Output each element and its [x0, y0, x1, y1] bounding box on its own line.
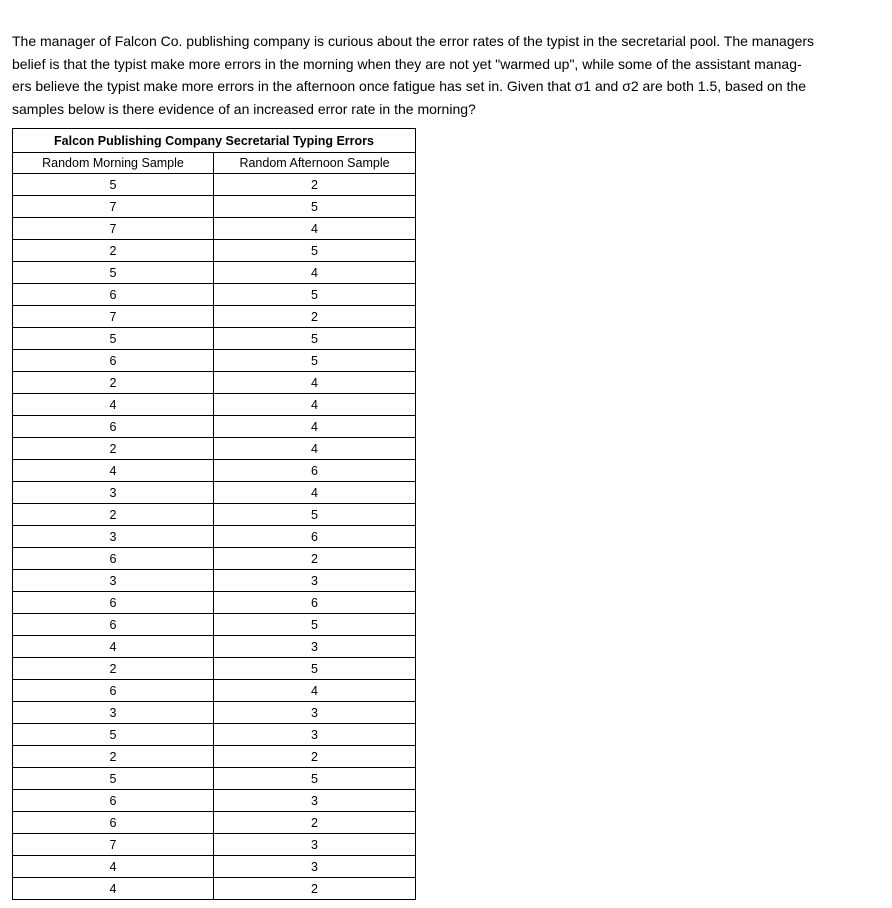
morning-errors-cell: 2	[13, 240, 214, 262]
afternoon-errors-cell: 6	[214, 592, 416, 614]
morning-errors-cell: 4	[13, 636, 214, 658]
afternoon-errors-cell: 5	[214, 504, 416, 526]
morning-errors-cell: 6	[13, 790, 214, 812]
afternoon-errors-cell: 6	[214, 460, 416, 482]
typing-errors-table	[12, 128, 416, 900]
table-row	[13, 658, 416, 680]
problem-line: belief is that the typist make more errors in the morning when they are not yet "warmed up", while some of the assistant manag-	[12, 55, 802, 72]
afternoon-errors-cell: 6	[214, 526, 416, 548]
table-row	[13, 570, 416, 592]
problem-line: The manager of Falcon Co. publishing company is curious about the error rates of the typist in the secretarial pool. The managers	[12, 33, 815, 49]
table-title-row	[13, 129, 416, 153]
morning-errors-cell: 6	[13, 592, 214, 614]
morning-errors-cell: 7	[13, 306, 214, 328]
table-row	[13, 768, 416, 790]
table-row	[13, 284, 416, 306]
table-row	[13, 504, 416, 526]
afternoon-errors-cell: 5	[214, 240, 416, 262]
morning-errors-cell: 2	[13, 504, 214, 526]
table-row	[13, 394, 416, 416]
table-row	[13, 724, 416, 746]
afternoon-errors-cell: 5	[214, 350, 416, 372]
afternoon-errors-cell: 5	[214, 614, 416, 636]
table-row	[13, 372, 416, 394]
header-afternoon-sample: Random Afternoon Sample	[214, 153, 416, 174]
afternoon-errors-cell: 3	[214, 856, 416, 878]
table-header-row	[13, 153, 416, 174]
morning-errors-cell: 2	[13, 372, 214, 394]
afternoon-errors-cell: 2	[214, 548, 416, 570]
afternoon-errors-cell: 2	[214, 812, 416, 834]
afternoon-errors-cell: 3	[214, 636, 416, 658]
table-row	[13, 306, 416, 328]
table-row	[13, 196, 416, 218]
table-row	[13, 548, 416, 570]
table-row	[13, 262, 416, 284]
table-row	[13, 460, 416, 482]
morning-errors-cell: 3	[13, 482, 214, 504]
header-morning-sample: Random Morning Sample	[13, 153, 214, 174]
table-row	[13, 438, 416, 460]
table-title: Falcon Publishing Company Secretarial Typing Errors	[13, 129, 416, 153]
afternoon-errors-cell: 4	[214, 482, 416, 504]
afternoon-errors-cell: 3	[214, 834, 416, 856]
morning-errors-cell: 5	[13, 174, 214, 196]
morning-errors-cell: 4	[13, 394, 214, 416]
table-row	[13, 240, 416, 262]
morning-errors-cell: 7	[13, 196, 214, 218]
table-row	[13, 834, 416, 856]
table-row	[13, 218, 416, 240]
morning-errors-cell: 6	[13, 416, 214, 438]
table-body	[13, 174, 416, 900]
afternoon-errors-cell: 2	[214, 174, 416, 196]
morning-errors-cell: 6	[13, 350, 214, 372]
afternoon-errors-cell: 2	[214, 878, 416, 900]
problem-statement	[12, 30, 878, 120]
morning-errors-cell: 6	[13, 284, 214, 306]
afternoon-errors-cell: 3	[214, 724, 416, 746]
table-row	[13, 746, 416, 768]
table-row	[13, 526, 416, 548]
afternoon-errors-cell: 4	[214, 416, 416, 438]
afternoon-errors-cell: 5	[214, 328, 416, 350]
afternoon-errors-cell: 4	[214, 438, 416, 460]
table-row	[13, 416, 416, 438]
table-row	[13, 636, 416, 658]
table-row	[13, 680, 416, 702]
afternoon-errors-cell: 3	[214, 702, 416, 724]
problem-line: samples below is there evidence of an increased error rate in the morning?	[12, 100, 476, 117]
table-row	[13, 592, 416, 614]
afternoon-errors-cell: 4	[214, 262, 416, 284]
afternoon-errors-cell: 3	[214, 570, 416, 592]
morning-errors-cell: 2	[13, 746, 214, 768]
afternoon-errors-cell: 3	[214, 790, 416, 812]
afternoon-errors-cell: 4	[214, 218, 416, 240]
table-row	[13, 878, 416, 900]
morning-errors-cell: 4	[13, 856, 214, 878]
table-row	[13, 614, 416, 636]
morning-errors-cell: 3	[13, 570, 214, 592]
morning-errors-cell: 4	[13, 878, 214, 900]
morning-errors-cell: 3	[13, 702, 214, 724]
table-row	[13, 482, 416, 504]
afternoon-errors-cell: 5	[214, 284, 416, 306]
morning-errors-cell: 7	[13, 834, 214, 856]
afternoon-errors-cell: 5	[214, 768, 416, 790]
afternoon-errors-cell: 4	[214, 680, 416, 702]
table-row	[13, 328, 416, 350]
morning-errors-cell: 3	[13, 526, 214, 548]
morning-errors-cell: 5	[13, 328, 214, 350]
morning-errors-cell: 6	[13, 548, 214, 570]
morning-errors-cell: 7	[13, 218, 214, 240]
morning-errors-cell: 2	[13, 438, 214, 460]
morning-errors-cell: 6	[13, 614, 214, 636]
morning-errors-cell: 5	[13, 724, 214, 746]
morning-errors-cell: 6	[13, 680, 214, 702]
morning-errors-cell: 5	[13, 768, 214, 790]
afternoon-errors-cell: 4	[214, 394, 416, 416]
morning-errors-cell: 2	[13, 658, 214, 680]
table-row	[13, 856, 416, 878]
table-row	[13, 350, 416, 372]
table-row	[13, 812, 416, 834]
afternoon-errors-cell: 5	[214, 196, 416, 218]
problem-line: ers believe the typist make more errors in the afternoon once fatigue has set in. Given that σ1 and σ2 are both 1.5, based on the	[12, 78, 806, 94]
table-row	[13, 790, 416, 812]
afternoon-errors-cell: 4	[214, 372, 416, 394]
afternoon-errors-cell: 5	[214, 658, 416, 680]
morning-errors-cell: 4	[13, 460, 214, 482]
afternoon-errors-cell: 2	[214, 746, 416, 768]
table-row	[13, 174, 416, 196]
afternoon-errors-cell: 2	[214, 306, 416, 328]
morning-errors-cell: 5	[13, 262, 214, 284]
morning-errors-cell: 6	[13, 812, 214, 834]
table-row	[13, 702, 416, 724]
